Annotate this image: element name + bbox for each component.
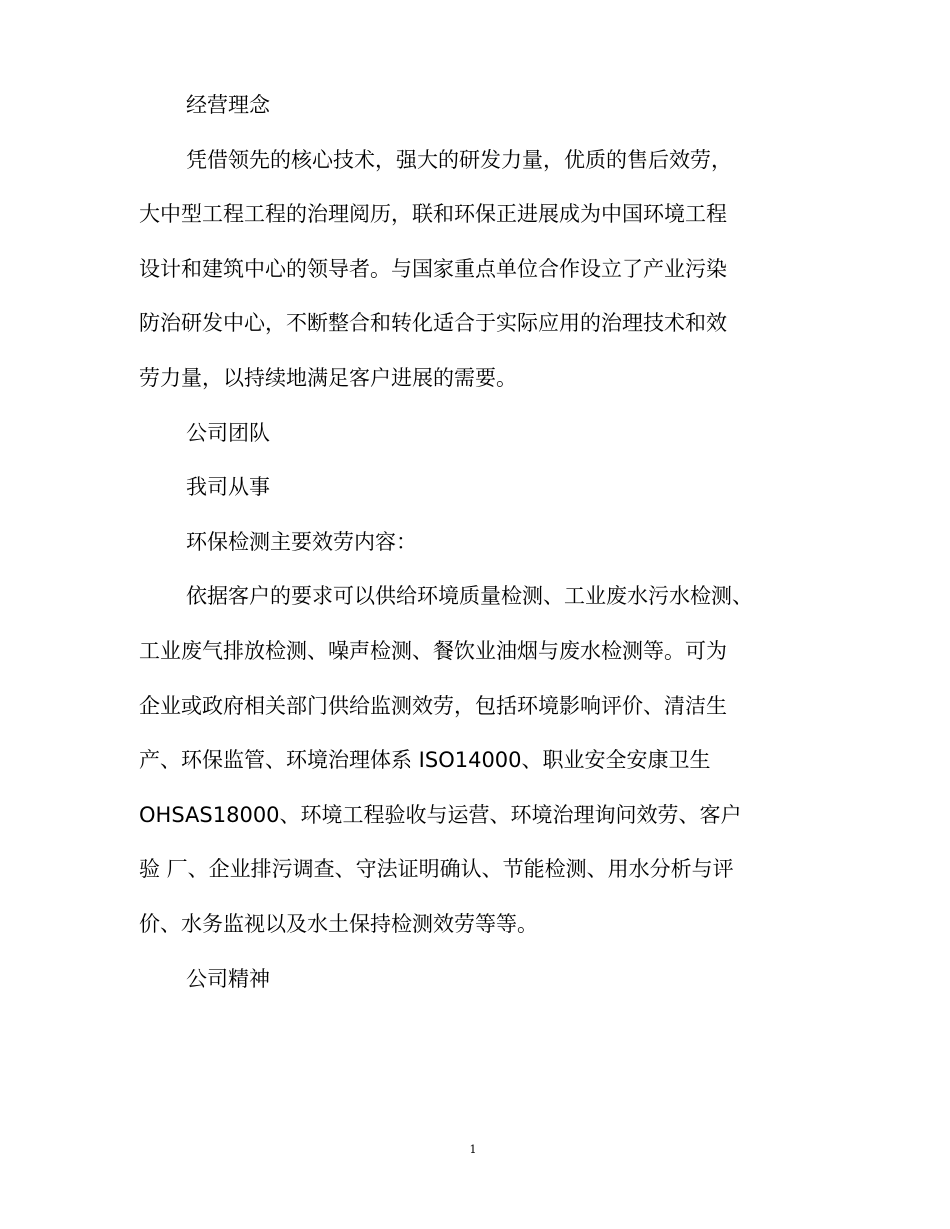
text-line: 劳力量，以持续地满足客户进展的需要。 (139, 365, 517, 390)
text-line: 凭借领先的核心技术，强大的研发力量，优质的售后效劳， (186, 147, 732, 172)
text-line: 大中型工程工程的治理阅历，联和环保正进展成为中国环境工程 (139, 202, 727, 227)
text-line: 产、环保监管、环境治理体系 ISO14000、职业安全安康卫生 (139, 748, 711, 773)
text-line: 设计和建筑中心的领导者。与国家重点单位合作设立了产业污染 (139, 256, 727, 281)
section-heading-business-philosophy (139, 78, 819, 133)
text-line: 我司从事 (186, 475, 270, 500)
paragraph-services-intro (139, 515, 819, 570)
text-line: 依据客户的要求可以供给环境质量检测、工业废水污水检测、 (186, 584, 753, 609)
paragraph-business-philosophy (139, 133, 819, 406)
paragraph-services-detail (139, 569, 819, 951)
section-heading-company-spirit (139, 952, 819, 1007)
text-line: 企业或政府相关部门供给监测效劳，包括环境影响评价、清洁生 (139, 693, 727, 718)
page-number: 1 (469, 1143, 477, 1156)
document-body (139, 78, 819, 1006)
paragraph-company-engagement (139, 460, 819, 515)
text-line: 公司精神 (186, 966, 270, 991)
text-line: 工业废气排放检测、噪声检测、餐饮业油烟与废水检测等。可为 (139, 638, 727, 663)
text-line: 价、水务监视以及水土保持检测效劳等等。 (139, 911, 538, 936)
section-heading-company-team (139, 406, 819, 461)
text-line: 防治研发中心，不断整合和转化适合于实际应用的治理技术和效 (139, 311, 727, 336)
text-line: 环保检测主要效劳内容： (186, 529, 417, 554)
text-line: 公司团队 (186, 420, 270, 445)
text-line: 经营理念 (186, 93, 270, 117)
text-line: 验 厂、企业排污调查、守法证明确认、节能检测、用水分析与评 (139, 857, 734, 882)
text-line: OHSAS18000、环境工程验收与运营、环境治理询问效劳、客户 (139, 802, 742, 827)
